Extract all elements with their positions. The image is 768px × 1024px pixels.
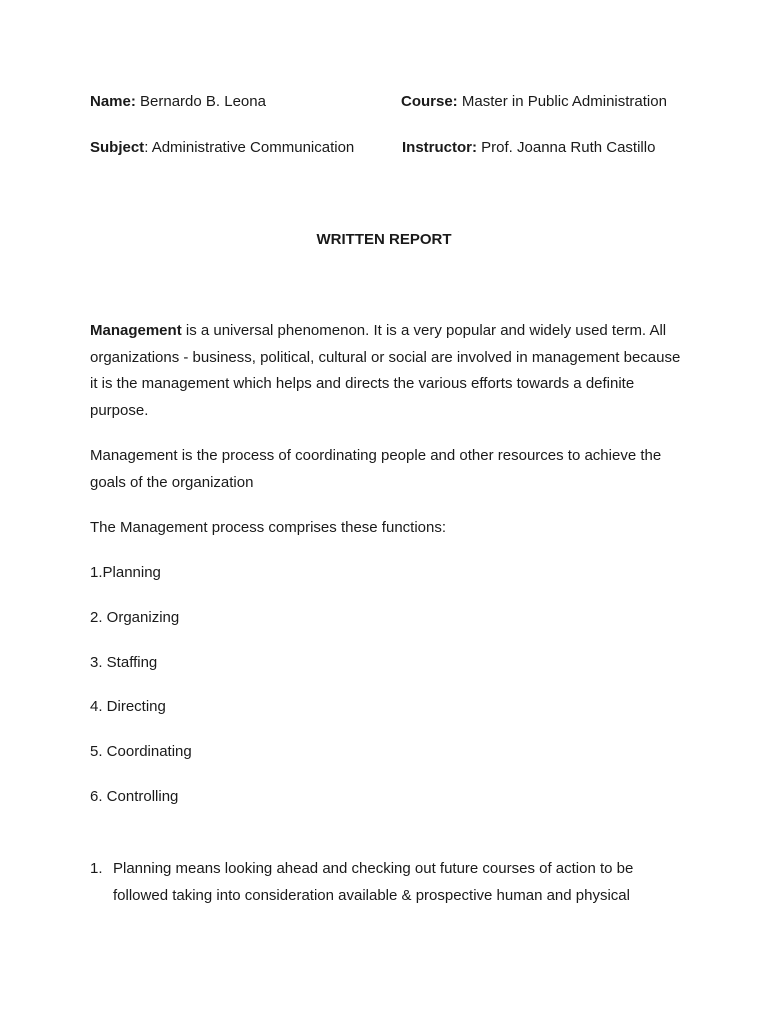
subject-field xyxy=(90,139,354,157)
course-label: Course: xyxy=(401,93,458,110)
intro-paragraph xyxy=(90,318,690,424)
instructor-value: Prof. Joanna Ruth Castillo xyxy=(481,139,656,156)
course-value: Master in Public Administration xyxy=(461,93,667,110)
name-value: Bernardo B. Leona xyxy=(140,93,266,110)
function-item-controlling: 6. Controlling xyxy=(90,788,179,805)
report-title: WRITTEN REPORT xyxy=(316,231,452,248)
subject-label: Subject xyxy=(90,139,145,156)
function-item-planning: 1.Planning xyxy=(90,564,161,581)
function-item-organizing: 2. Organizing xyxy=(90,609,180,626)
definition-paragraph: Management is the process of coordinating people and other resources to achieve the goals of the organization xyxy=(90,447,662,491)
instructor-field xyxy=(402,139,655,157)
planning-detail-text: Planning means looking ahead and checking out future courses of action to be followed taking into consideration available & prospective human and physical xyxy=(113,860,634,904)
planning-detail-number: 1. xyxy=(90,860,103,877)
instructor-label: Instructor: xyxy=(402,139,477,156)
intro-text: is a universal phenomenon. It is a very popular and widely used term. All organizations - business, political, cultural or social are involved in management because it is the management which helps and directs the various efforts towards a definite purpose. xyxy=(90,322,681,419)
course-field xyxy=(401,93,667,111)
name-label: Name: xyxy=(90,93,136,110)
planning-detail xyxy=(90,855,690,909)
name-field xyxy=(90,93,266,111)
function-item-staffing: 3. Staffing xyxy=(90,654,158,671)
function-item-directing: 4. Directing xyxy=(90,698,166,715)
intro-lead: Management xyxy=(90,322,182,339)
function-item-coordinating: 5. Coordinating xyxy=(90,743,192,760)
subject-value: : Administrative Communication xyxy=(144,139,355,156)
functions-intro: The Management process comprises these functions: xyxy=(90,519,447,536)
